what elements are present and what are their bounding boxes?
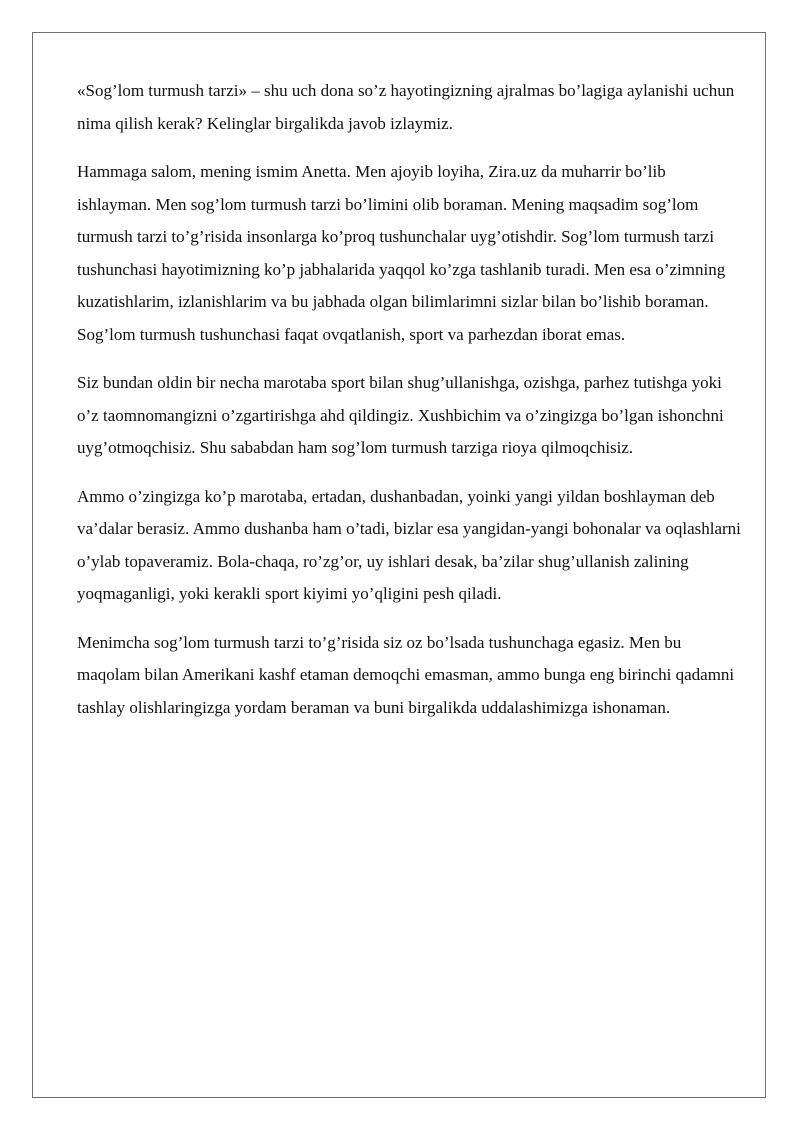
paragraph-greeting: Hammaga salom, mening ismim Anetta. Men ajoyib loyiha, Zira.uz da muharrir bo’lib ishlayman. Men sog’lom turmush tarzi bo’limini olib boraman. Mening maqsadim sog’lom turmush tarzi to’g’risida insonlarga ko’proq tushunchalar uyg’otishdir. Sog’lom turmush tarzi tushunchasi hayotimizning ko’p jabhalarida yaqqol ko’zga tashlanib turadi. Men esa o’zimning kuzatishlarim, izlanishlarim va bu jabhada olgan bilimlarimni sizlar bilan bo’lishib boraman. Sog’lom turmush tushunchasi faqat ovqatlanish, sport va parhezdan iborat emas. xyxy=(77,162,726,344)
document-body xyxy=(77,75,743,740)
paragraph-intro: «Sog’lom turmush tarzi» – shu uch dona so’z hayotingizning ajralmas bo’lagiga aylanishi uchun nima qilish kerak? Kelinglar birgalikda javob izlaymiz. xyxy=(77,81,735,133)
document-page xyxy=(32,32,766,1098)
paragraph-conclusion: Menimcha sog’lom turmush tarzi to’g’risida siz oz bo’lsada tushunchaga egasiz. Men bu maqolam bilan Amerikani kashf etaman demoqchi emasman, ammo bunga eng birinchi qadamni tashlay olishlaringizga yordam beraman va buni birgalikda uddalashimizga ishonaman. xyxy=(77,632,735,717)
paragraph-attempts: Siz bundan oldin bir necha marotaba sport bilan shug’ullanishga, ozishga, parhez tutishga yoki o’z taomnomangizni o’zgartirishga ahd qildingiz. Xushbichim va o’zingizga bo’lgan ishonchni uyg’otmoqchisiz. Shu sababdan ham sog’lom turmush tarziga rioya qilmoqchisiz. xyxy=(77,373,724,457)
paragraph-excuses: Ammo o’zingizga ko’p marotaba, ertadan, dushanbadan, yoinki yangi yildan boshlayman deb va’dalar berasiz. Ammo dushanba ham o’tadi, bizlar esa yangidan-yangi bohonalar va oqlashlarni o’ylab topaveramiz. Bola-chaqa, ro’zg’or, uy ishlari desak, ba’zilar shug’ullanish zalining yoqmaganligi, yoki kerakli sport kiyimi yo’qligini pesh qiladi. xyxy=(77,486,741,603)
